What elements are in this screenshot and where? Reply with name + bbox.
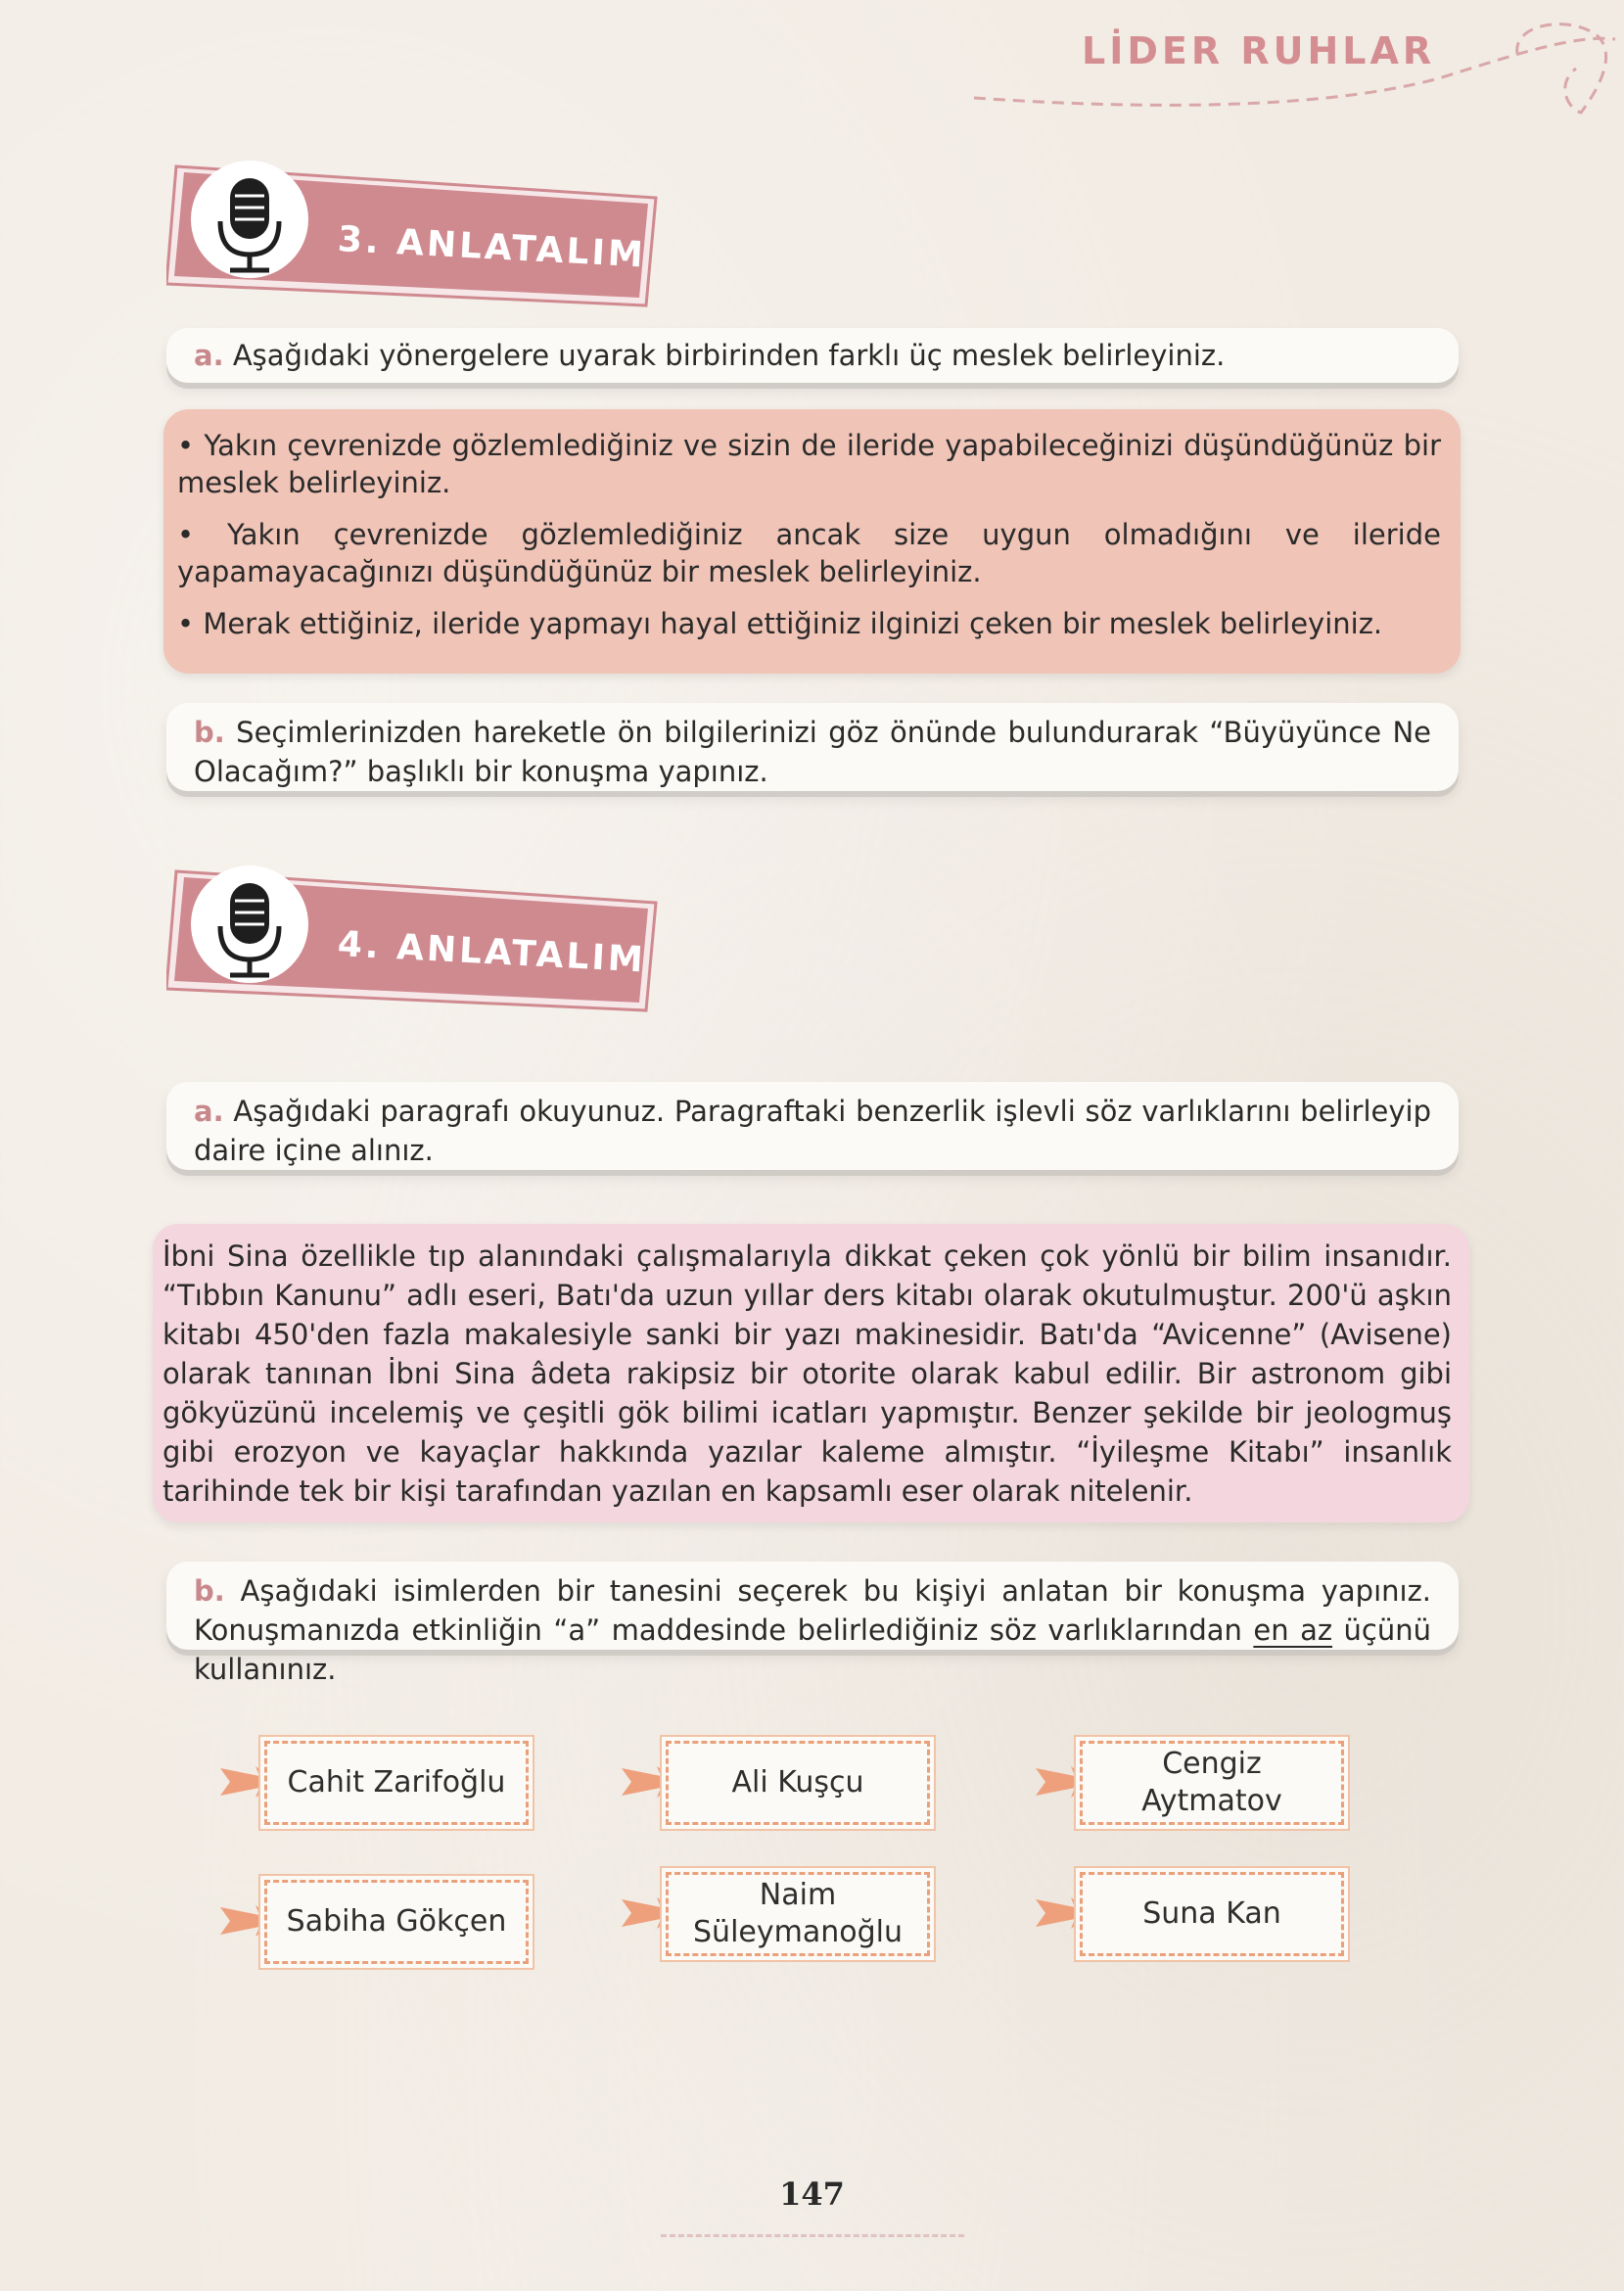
section-3-title: 3. ANLATALIM xyxy=(336,219,647,276)
section-3a-instruction xyxy=(166,328,1459,383)
underlined-text: en az xyxy=(1253,1613,1333,1647)
reading-paragraph: İbni Sina özellikle tıp alanındaki çalışmalarıyla dikkat çeken çok yönlü bir bilim insanıdır. “Tıbbın Kanunu” adlı eseri, Batı'da uzun yıllar ders kitabı olarak okutulmuştur. 200'ü aşkın kitabı 450'den fazla makalesiyle sanki bir yazı makinesidir. Batı'da “Avicenne” (Avisene) olarak tanınan İbni Sina âdeta rakipsiz bir otorite olarak kabul edilir. Bir astronom gibi gökyüzünü incelemiş ve çeşitli gök bilimi icatları yapmıştır. Benzer şekilde bir jeologmuş gibi erozyon ve kayaçlar hakkında yazılar kaleme almıştır. “İyileşme Kitabı” insanlık tarihinde tek bir kişi tarafından yazılan en kapsamlı eser olarak nitelenir. xyxy=(162,1239,1452,1508)
name-card xyxy=(622,1872,945,1960)
instruction-text: Aşağıdaki paragrafı okuyunuz. Paragraftaki benzerlik işlevli söz varlıklarını belirleyip daire içine alınız. xyxy=(194,1095,1431,1167)
section-4a-instruction xyxy=(166,1082,1459,1170)
section-4-badge xyxy=(166,864,666,1020)
section-3-criteria-box xyxy=(163,409,1461,674)
name-card xyxy=(1036,1872,1359,1960)
section-3-badge xyxy=(166,159,666,315)
dashed-swirl-decoration xyxy=(969,15,1624,132)
page-number: 147 xyxy=(779,2175,845,2213)
person-name: Cahit Zarifoğlu xyxy=(264,1741,529,1825)
criteria-bullet: • Yakın çevrenizde gözlemlediğiniz ancak size uygun olmadığını ve ileride yapamayacağınızı düşündüğünüz bir meslek belirleyiniz. xyxy=(177,518,1441,588)
section-4-title: 4. ANLATALIM xyxy=(336,924,647,981)
instruction-text: Aşağıdaki yönergelere uyarak birbirinden farklı üç meslek belirleyiniz. xyxy=(232,339,1226,372)
instruction-text: Aşağıdaki isimlerden bir tanesini seçerek bu kişiyi anlatan bir konuşma yapınız. Konuşmanızda etkinliğin “a” maddesinde belirlediğiniz söz varlıklarından xyxy=(194,1574,1432,1647)
person-name: Suna Kan xyxy=(1080,1872,1344,1956)
person-name: Sabiha Gökçen xyxy=(264,1880,529,1964)
name-card xyxy=(622,1741,945,1829)
person-name: Ali Kuşçu xyxy=(666,1741,930,1825)
section-4b-instruction xyxy=(166,1562,1459,1686)
section-3b-instruction xyxy=(166,703,1459,791)
item-letter: a. xyxy=(194,339,224,372)
item-letter: b. xyxy=(194,716,225,749)
person-name: Naim Süleymanoğlu xyxy=(666,1872,930,1956)
instruction-text: üçünü kullanınız. xyxy=(194,1613,1431,1686)
name-card xyxy=(220,1880,543,1968)
criteria-bullet: • Yakın çevrenizde gözlemlediğiniz ve sizin de ileride yapabileceğinizi düşündüğünüz bir meslek belirleyiniz. xyxy=(177,429,1441,499)
person-name: Cengiz Aytmatov xyxy=(1080,1741,1344,1825)
instruction-text: Seçimlerinizden hareketle ön bilgilerinizi göz önünde bulundurarak “Büyüyünce Ne Olacağım?” başlıklı bir konuşma yapınız. xyxy=(194,716,1432,788)
name-card xyxy=(1036,1741,1359,1829)
item-letter: b. xyxy=(194,1574,225,1608)
criteria-bullet: • Merak ettiğiniz, ileride yapmayı hayal ettiğiniz ilginizi çeken bir meslek belirleyiniz. xyxy=(177,607,1383,640)
name-card xyxy=(220,1741,543,1829)
item-letter: a. xyxy=(194,1095,224,1128)
brand-title: LİDER RUHLAR xyxy=(1082,29,1436,72)
reading-paragraph-box xyxy=(153,1224,1469,1522)
page-number-underline xyxy=(661,2234,964,2237)
